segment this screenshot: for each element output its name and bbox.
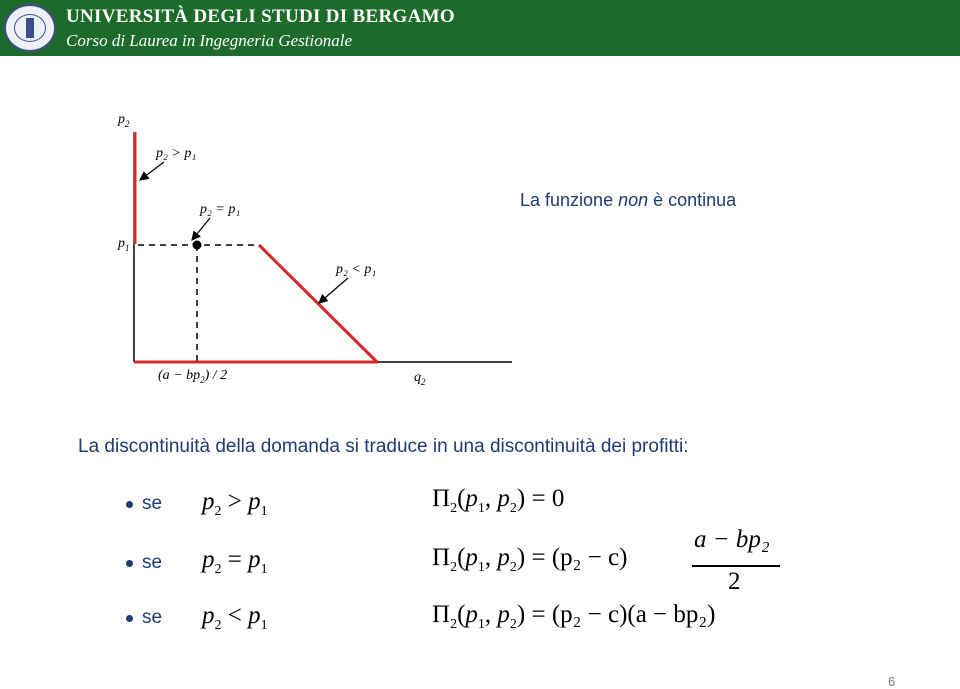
- bullet-2: [126, 560, 133, 567]
- case-2-profit: $\Pi_2(p_1$, $p_2) = (p_2 - c)$: [432, 544, 628, 575]
- continuity-note: La funzione non è continua: [520, 190, 737, 210]
- fraction-numerator: a − bp₂: [694, 526, 770, 553]
- case-1-se: se: [142, 493, 163, 514]
- case-1-profit: $\Pi_2(p_1$, $p_2) = 0$: [432, 485, 565, 516]
- y-axis-label: $p_2$: [118, 112, 130, 129]
- annotation-eq: p₂ = p₁: [200, 202, 241, 217]
- fraction-denominator: 2: [728, 568, 741, 595]
- bullet-3: [126, 615, 133, 622]
- case-2-se: se: [142, 552, 163, 573]
- equal-price-point: [193, 241, 202, 250]
- bullet-1: [126, 501, 133, 508]
- case-3-profit: $\Pi_2(p_1$, $p_2) = (p_2 - c)(a - bp_2)$: [432, 601, 716, 632]
- case-2-condition: $p_2 = p_1$: [202, 546, 268, 577]
- header-subtitle: Corso di Laurea in Ingegneria Gestionale: [66, 31, 352, 50]
- x-tick-label: $(a - bp_2) / 2$: [158, 368, 228, 385]
- arrow-eq: [192, 218, 210, 240]
- p1-label: $p_1$: [118, 236, 130, 253]
- lead-text: La discontinuità della domanda si traduce in una discontinuità dei profitti:: [78, 436, 689, 457]
- annotation-lt: p₂ < p₁: [336, 262, 377, 277]
- arrow-gt: [140, 162, 164, 180]
- fraction-bar: [692, 565, 780, 567]
- case-3-se: se: [142, 607, 163, 628]
- arrow-lt: [319, 278, 348, 303]
- x-axis-label: $q_2$: [414, 370, 426, 387]
- page-number: 6: [888, 674, 896, 689]
- case-3-condition: $p_2 < p_1$: [202, 602, 268, 633]
- case-1-condition: $p_2 > p_1$: [202, 488, 268, 519]
- header-title: UNIVERSITÀ DEGLI STUDI DI BERGAMO: [66, 6, 455, 27]
- annotation-gt: p₂ > p₁: [156, 146, 197, 161]
